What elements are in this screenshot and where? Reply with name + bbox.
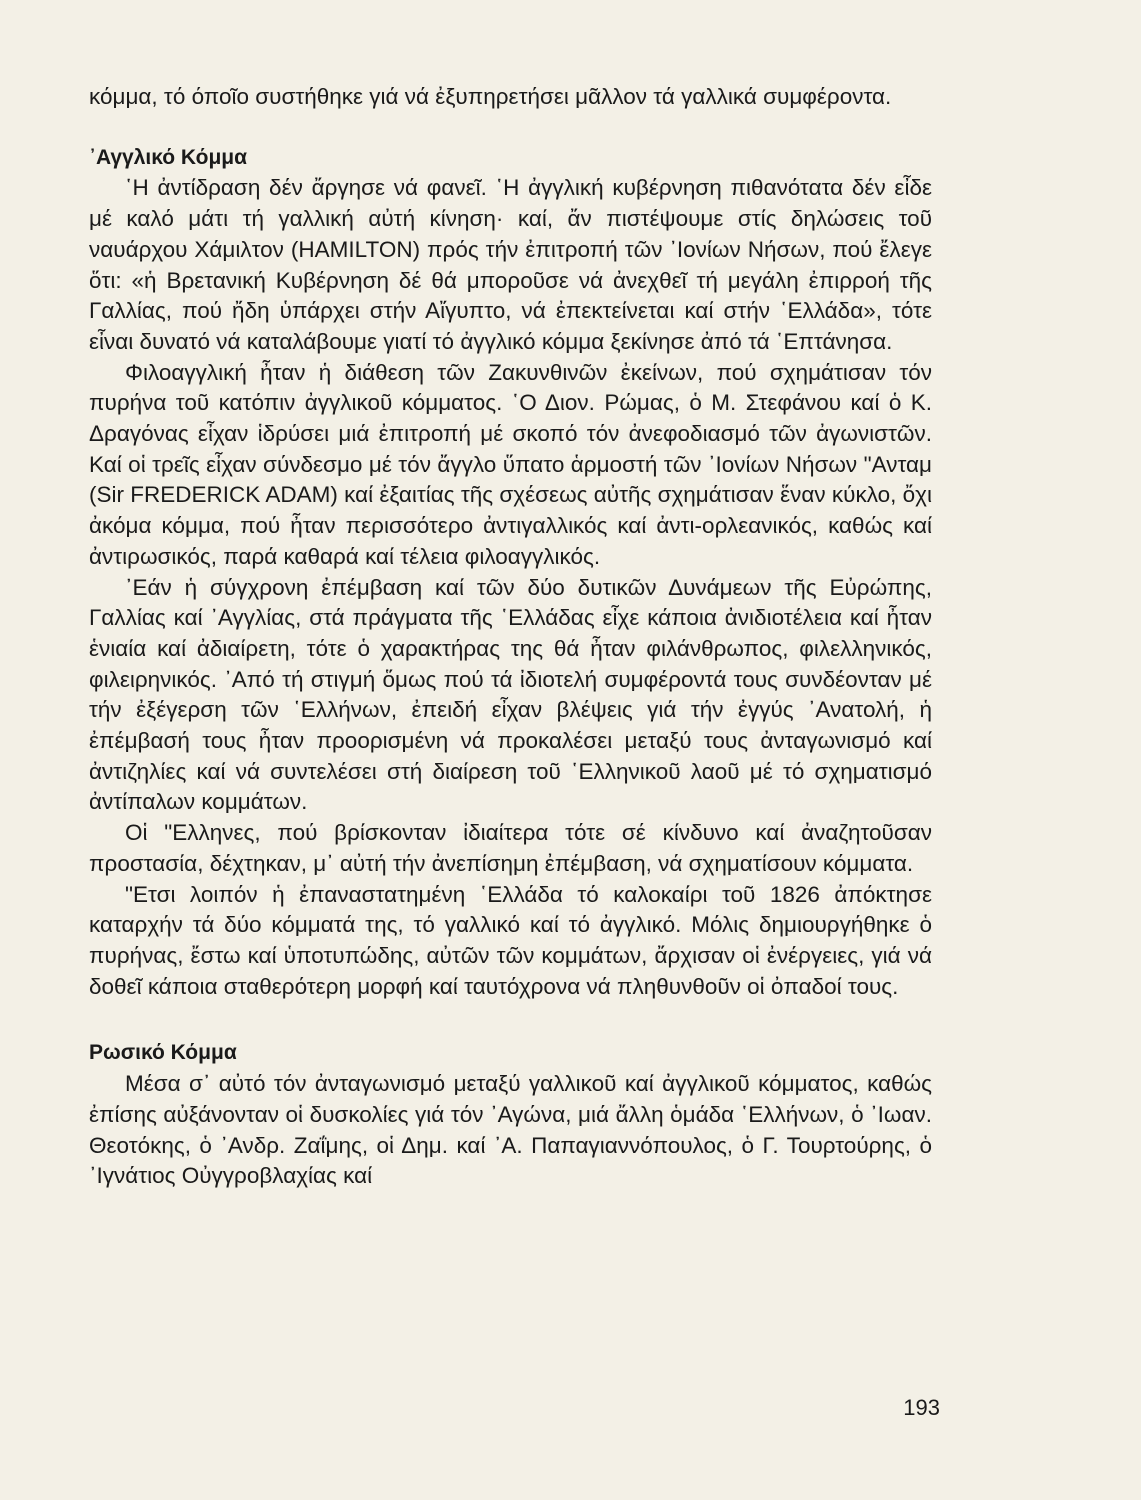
- section-heading-english-party: ᾿Αγγλικό Κόμμα: [89, 145, 248, 169]
- intro-paragraph: κόμμα, τό όποῖο συστήθηκε γιά νά ἐξυπηρετήσει μᾶλλον τά γαλλικά συμφέροντα.: [89, 84, 892, 109]
- paragraph: ῾Η ἀντίδραση δέν ἄργησε νά φανεῖ. ῾Η ἀγγλική κυβέρνηση πιθανότατα δέν εἶδε μέ καλό μάτι τή γαλλική αὐτή κίνηση· καί, ἄν πιστέψουμε στίς δηλώσεις τοῦ ναυάρχου Χάμιλτον (HAMILTON) πρός τήν ἐπιτροπή τῶν ᾿Ιονίων Νήσων, πού ἔλεγε ὅτι: «ἡ Βρετανική Κυβέρνηση δέ θά μποροῦσε νά ἀνεχθεῖ τή μεγάλη ἐπιρροή τῆς Γαλλίας, πού ἤδη ὑπάρχει στήν Αἴγυπτο, νά ἐπεκτείνεται καί στήν ῾Ελλάδα», τότε εἶναι δυνατό νά καταλάβουμε γιατί τό ἀγγλικό κόμμα ξεκίνησε ἀπό τά ῾Επτάνησα.: [89, 175, 932, 354]
- section-heading-russian-party: Ρωσικό Κόμμα: [89, 1041, 237, 1065]
- paragraph: Μέσα σ᾿ αὐτό τόν ἀνταγωνισμό μεταξύ γαλλικοῦ καί ἀγγλικοῦ κόμματος, καθώς ἐπίσης αὐξάνονταν οἱ δυσκολίες γιά τόν ᾿Αγώνα, μιά ἄλλη ὁμάδα ῾Ελλήνων, ὁ ᾿Ιωαν. Θεοτόκης, ὁ ᾿Ανδρ. Ζαΐμης, οἱ Δημ. καί ᾿Α. Παπαγιαννόπουλος, ὁ Γ. Τουρτούρης, ὁ ᾿Ιγνάτιος Οὐγγροβλαχίας καί: [89, 1071, 932, 1189]
- paragraph: "Ετσι λοιπόν ἡ ἐπαναστατημένη ῾Ελλάδα τό καλοκαίρι τοῦ 1826 ἀπόκτησε καταρχήν τά δύο κόμματά της, τό γαλλικό καί τό ἀγγλικό. Μόλις δημιουργήθηκε ὁ πυρήνας, ἔστω καί ὑποτυπώδης, αὐτῶν τῶν κομμάτων, ἄρχισαν οἱ ἐνέργειες, γιά νά δοθεῖ κάποια σταθερότερη μορφή καί ταυτόχρονα νά πληθυνθοῦν οἱ ὀπαδοί τους.: [89, 881, 932, 999]
- text-column: [89, 82, 932, 1192]
- section-gap: [89, 1002, 932, 1038]
- paragraph: ᾿Εάν ἡ σύγχρονη ἐπέμβαση καί τῶν δύο δυτικῶν Δυνάμεων τῆς Εὐρώπης, Γαλλίας καί ᾿Αγγλίας, στά πράγματα τῆς ῾Ελλάδας εἶχε κάποια ἀνιδιοτέλεια καί ἦταν ἑνιαία καί ἀδιαίρετη, τότε ὁ χαρακτήρας της θά ἦταν φιλάνθρωπος, φιλελληνικός, φιλειρηνικός. ᾿Από τή στιγμή ὅμως πού τά ἰδιοτελή συμφέροντά τους συνδέονταν μέ τήν ἐξέγερση τῶν ῾Ελλήνων, ἐπειδή εἶχαν βλέψεις γιά τήν ἐγγύς ᾿Ανατολή, ἡ ἐπέμβασή τους ἦταν προορισμένη νά προκαλέσει μεταξύ τους ἀνταγωνισμό καί ἀντιζηλίες καί νά συντελέσει στή διαίρεση τοῦ ῾Ελληνικοῦ λαοῦ μέ τό σχηματισμό ἀντίπαλων κομμάτων.: [89, 574, 932, 815]
- paragraph: Οἱ "Ελληνες, πού βρίσκονταν ἰδιαίτερα τότε σέ κίνδυνο καί ἀναζητοῦσαν προστασία, δέχτηκαν, μ᾿ αὐτή τήν ἀνεπίσημη ἐπέμβαση, νά σχηματίσουν κόμματα.: [89, 820, 932, 876]
- page-number: 193: [903, 1395, 940, 1420]
- section-gap: [89, 113, 932, 143]
- paragraph: Φιλοαγγλική ἦταν ἡ διάθεση τῶν Ζακυνθινῶν ἐκείνων, πού σχημάτισαν τόν πυρήνα τοῦ κατόπιν ἀγγλικοῦ κόμματος. ῾Ο Διον. Ρώμας, ὁ Μ. Στεφάνου καί ὁ Κ. Δραγόνας εἶχαν ἱδρύσει μιά ἐπιτροπή μέ σκοπό τόν ἀνεφοδιασμό τῶν ἀγωνιστῶν. Καί οἱ τρεῖς εἶχαν σύνδεσμο μέ τόν ἄγγλο ὕπατο ἁρμοστή τῶν ᾿Ιονίων Νήσων "Ανταμ (Sir FREDERICK ADAM) καί ἐξαιτίας τῆς σχέσεως αὐτῆς σχημάτισαν ἕναν κύκλο, ὄχι ἀκόμα κόμμα, πού ἦταν περισσότερο ἀντιγαλλικός καί ἀντι-ορλεανικός, καθώς καί ἀντιρωσικός, παρά καθαρά καί τέλεια φιλοαγγλικός.: [89, 359, 932, 569]
